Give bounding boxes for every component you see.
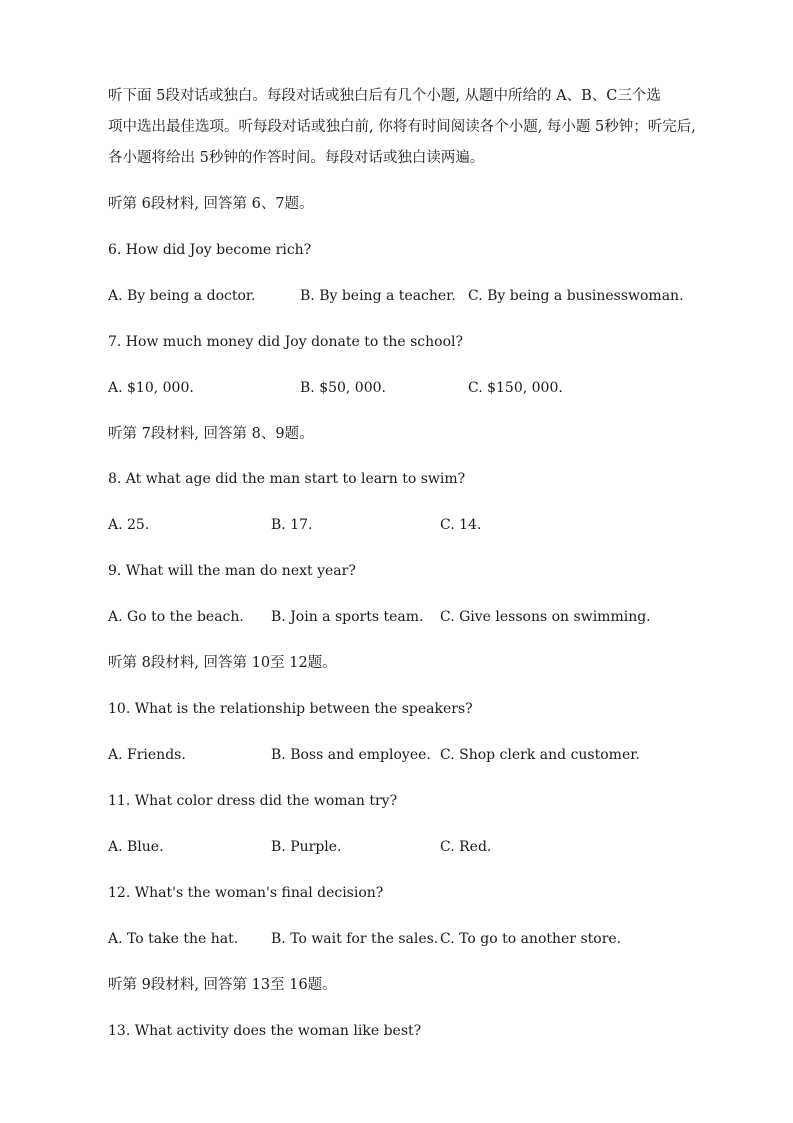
- q12-option-a: A. To take the hat.: [108, 931, 239, 947]
- instructions-line-3: 各小题将给出 5秒钟的作答时间。每段对话或独白读两遍。: [108, 150, 485, 166]
- question-8: 8. At what age did the man start to learn to swim?: [108, 471, 466, 487]
- question-7: 7. How much money did Joy donate to the school?: [108, 334, 463, 350]
- q8-option-a: A. 25.: [108, 517, 150, 533]
- q9-option-b: B. Join a sports team.: [271, 609, 424, 625]
- question-6: 6. How did Joy become rich?: [108, 242, 312, 258]
- question-10: 10. What is the relationship between the speakers?: [108, 701, 473, 717]
- q6-option-b: B. By being a teacher.: [300, 288, 456, 304]
- q11-option-b: B. Purple.: [271, 839, 342, 855]
- q6-option-c: C. By being a businesswoman.: [468, 288, 684, 304]
- q7-option-c: C. $150, 000.: [468, 380, 563, 396]
- q10-option-c: C. Shop clerk and customer.: [440, 747, 640, 763]
- question-11: 11. What color dress did the woman try?: [108, 793, 398, 809]
- section-9-heading: 听第 9段材料, 回答第 13至 16题。: [108, 977, 337, 993]
- q8-option-c: C. 14.: [440, 517, 482, 533]
- q7-option-a: A. $10, 000.: [108, 380, 194, 396]
- q9-option-c: C. Give lessons on swimming.: [440, 609, 651, 625]
- question-9: 9. What will the man do next year?: [108, 563, 356, 579]
- question-12: 12. What's the woman's final decision?: [108, 885, 384, 901]
- instructions-line-1: 听下面 5段对话或独白。每段对话或独白后有几个小题, 从题中所给的 A、B、C三个选: [108, 88, 661, 104]
- q7-option-b: B. $50, 000.: [300, 380, 386, 396]
- q10-option-b: B. Boss and employee.: [271, 747, 431, 763]
- section-6-heading: 听第 6段材料, 回答第 6、7题。: [108, 196, 314, 212]
- q10-option-a: A. Friends.: [108, 747, 186, 763]
- q9-option-a: A. Go to the beach.: [108, 609, 244, 625]
- q11-option-c: C. Red.: [440, 839, 492, 855]
- q12-option-b: B. To wait for the sales.: [271, 931, 439, 947]
- section-8-heading: 听第 8段材料, 回答第 10至 12题。: [108, 655, 337, 671]
- instructions-paragraph: [108, 81, 723, 174]
- instructions-line-2: 项中选出最佳选项。听每段对话或独白前, 你将有时间阅读各个小题, 每小题 5秒钟；听完后,: [108, 119, 696, 135]
- section-7-heading: 听第 7段材料, 回答第 8、9题。: [108, 426, 314, 442]
- question-13: 13. What activity does the woman like best?: [108, 1023, 422, 1039]
- q6-option-a: A. By being a doctor.: [108, 288, 256, 304]
- q11-option-a: A. Blue.: [108, 839, 164, 855]
- q8-option-b: B. 17.: [271, 517, 313, 533]
- q12-option-c: C. To go to another store.: [440, 931, 622, 947]
